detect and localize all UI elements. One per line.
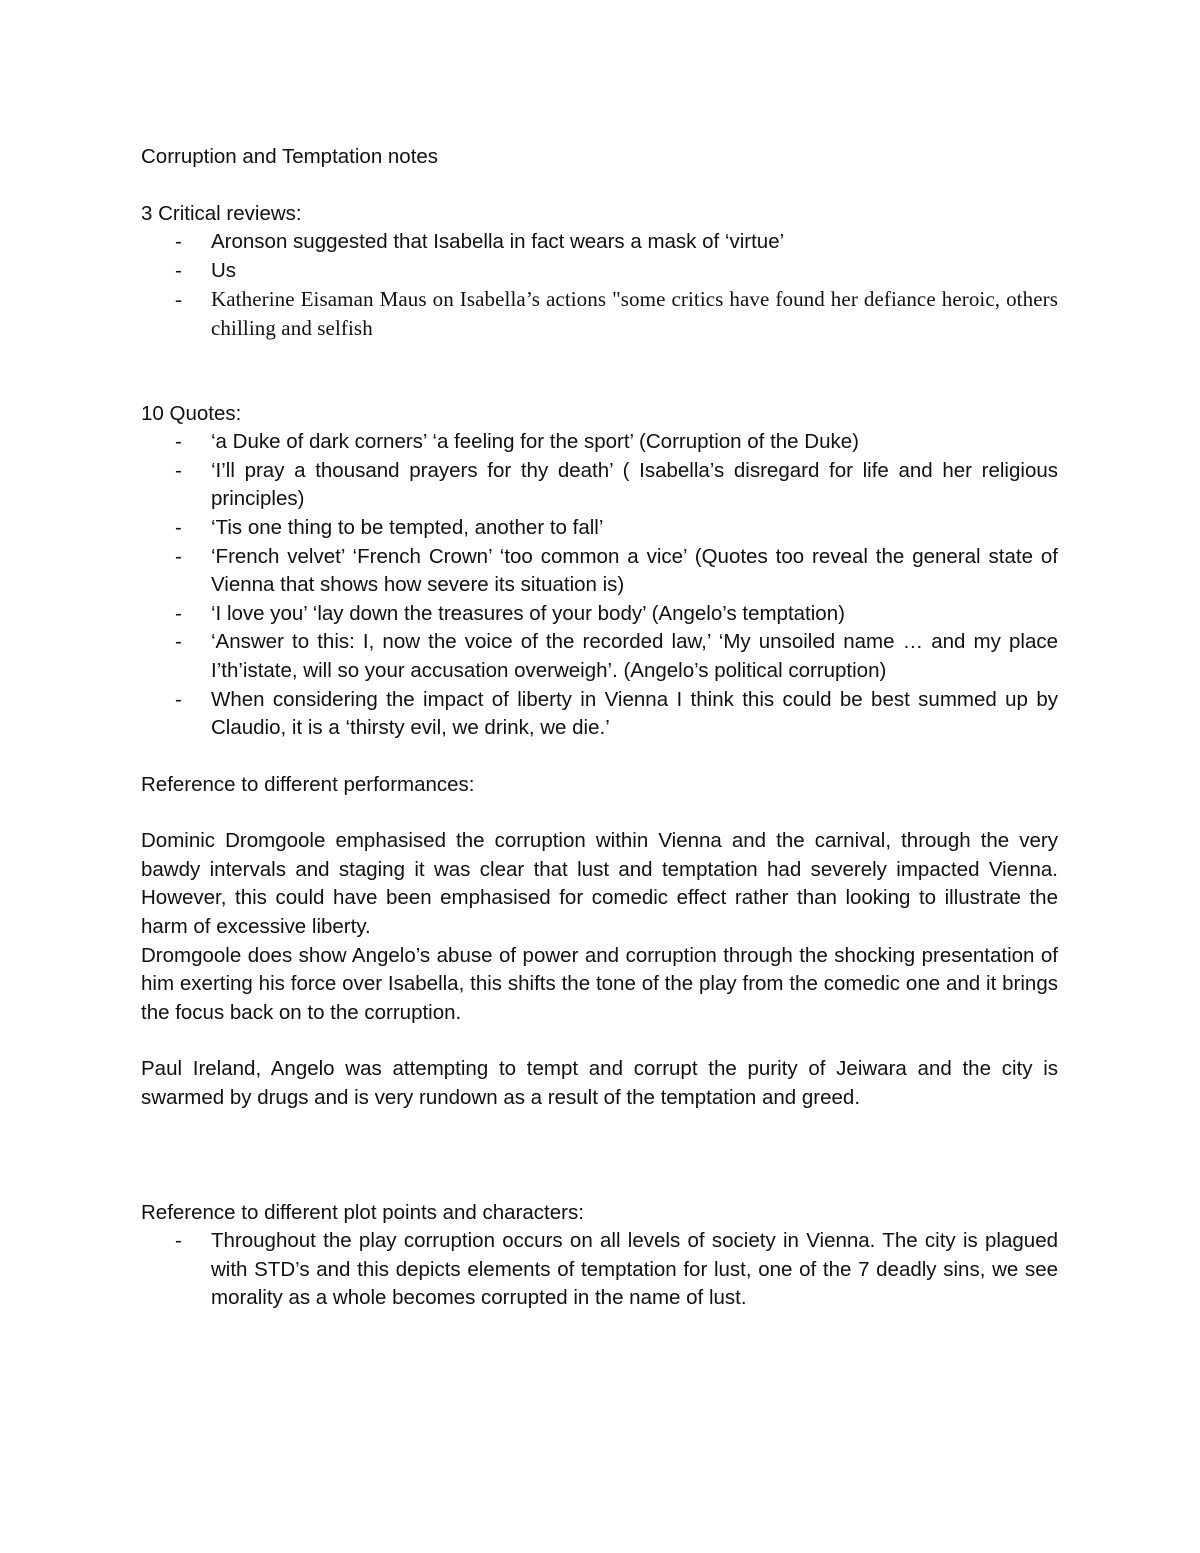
performance-paragraph: Paul Ireland, Angelo was attempting to tempt and corrupt the purity of Jeiwara and the city is swarmed by drugs and is very rundown as a result of the temptation and greed. bbox=[141, 1057, 1058, 1110]
list-item: - ‘I’ll pray a thousand prayers for thy death’ ( Isabella’s disregard for life and her religious principles) bbox=[141, 457, 1058, 514]
plot-points-list bbox=[141, 1227, 1058, 1313]
quotes-list bbox=[141, 428, 1058, 743]
plot-points-heading: Reference to different plot points and characters: bbox=[141, 1200, 584, 1224]
list-item: - When considering the impact of liberty in Vienna I think this could be best summed up by Claudio, it is a ‘thirsty evil, we drink, we die.’ bbox=[141, 686, 1058, 743]
critical-reviews-heading: 3 Critical reviews: bbox=[141, 201, 302, 225]
document-title: Corruption and Temptation notes bbox=[141, 145, 439, 168]
list-item: - Katherine Eisaman Maus on Isabella’s actions "some critics have found her defiance heroic, others chilling and selfish bbox=[141, 285, 1058, 342]
performances-heading: Reference to different performances: bbox=[141, 772, 475, 796]
performance-paragraph: Dromgoole does show Angelo’s abuse of power and corruption through the shocking presentation of him exerting his force over Isabella, this shifts the tone of the play from the comedic one and it brings the focus back on to the corruption. bbox=[141, 943, 1058, 1024]
critical-reviews-list bbox=[141, 228, 1058, 342]
performance-paragraph: Dominic Dromgoole emphasised the corruption within Vienna and the carnival, through the very bawdy intervals and staging it was clear that lust and temptation had severely impacted Vienna. However, this could have been emphasised for comedic effect rather than looking to illustrate the harm of excessive liberty. bbox=[141, 829, 1058, 939]
document-page bbox=[141, 143, 1058, 1313]
list-item: - ‘a Duke of dark corners’ ‘a feeling for the sport’ (Corruption of the Duke) bbox=[141, 428, 1058, 457]
list-item: - ‘Answer to this: I, now the voice of the recorded law,’ ‘My unsoiled name … and my place I’th’istate, will so your accusation overweigh’. (Angelo’s political corruption) bbox=[141, 628, 1058, 685]
list-item: - Throughout the play corruption occurs on all levels of society in Vienna. The city is plagued with STD’s and this depicts elements of temptation for lust, one of the 7 deadly sins, we see morality as a whole becomes corrupted in the name of lust. bbox=[141, 1227, 1058, 1313]
list-item: - ‘I love you’ ‘lay down the treasures of your body’ (Angelo’s temptation) bbox=[141, 600, 1058, 629]
list-item: - Aronson suggested that Isabella in fact wears a mask of ‘virtue’ bbox=[141, 228, 1058, 257]
list-item: - Us bbox=[141, 257, 1058, 286]
list-item: - ‘French velvet’ ‘French Crown’ ‘too common a vice’ (Quotes too reveal the general state of Vienna that shows how severe its situation is) bbox=[141, 543, 1058, 600]
quotes-heading: 10 Quotes: bbox=[141, 401, 242, 425]
list-item: - ‘Tis one thing to be tempted, another to fall’ bbox=[141, 514, 1058, 543]
